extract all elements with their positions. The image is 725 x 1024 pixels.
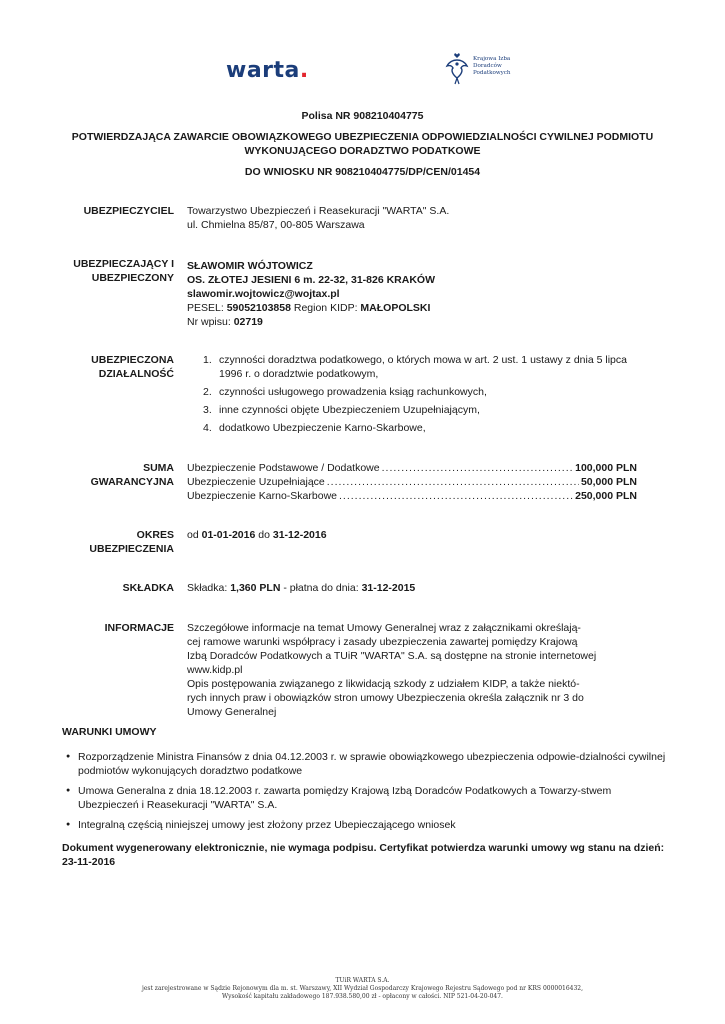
insured-details (187, 259, 637, 329)
period-value (187, 528, 637, 542)
insured-email: slawomir.wojtowicz@wojtax.pl (187, 288, 340, 300)
warta-logo (226, 58, 309, 83)
item-number: 4. (203, 422, 212, 434)
kidp-line: Podatkowych (473, 70, 511, 76)
period-label-line: UBEZPIECZENIA (89, 543, 174, 555)
entry-value: 02719 (233, 316, 263, 328)
insurer-details (187, 204, 637, 232)
item-text: czynności usługowego prowadzenia ksiąg rachunkowych, (219, 386, 487, 398)
premium-mid: - płatna do dnia: (283, 582, 359, 594)
sum-label-line: SUMA (143, 462, 174, 474)
list-item (189, 403, 637, 417)
list-item: ● Umowa Generalna z dnia 18.12.2003 r. zawarta pomiędzy Krajową Izbą Doradców Podatkowych a Towarzy-stwem Ubezpieczeń i Reasekuracji "WARTA" S.A. (66, 784, 666, 812)
period-label-line: OKRES (136, 529, 174, 541)
sum-label (70, 461, 174, 489)
info-line: Izbą Doradców Podatkowych a TUiR "WARTA" S.A. są dostępne na stronie internetowej (187, 650, 597, 662)
warta-logo-word: warta (226, 58, 300, 83)
kidp-line: Krajowa Izba (473, 56, 511, 62)
sum-row (187, 475, 637, 489)
insured-name: SŁAWOMIR WÓJTOWICZ (187, 260, 313, 272)
sum-row-value: 250,000 PLN (575, 490, 637, 502)
sum-table (187, 461, 637, 503)
info-text (187, 621, 647, 719)
item-number: 2. (203, 386, 212, 398)
activity-label-line: DZIAŁALNOŚĆ (98, 368, 174, 380)
sum-row-name: Ubezpieczenie Uzupełniające (187, 476, 325, 488)
period-from: 01-01-2016 (201, 529, 256, 541)
insured-entry-row (187, 315, 637, 329)
item-text: inne czynności objęte Ubezpieczeniem Uzupełniającym, (219, 404, 480, 416)
insured-pesel-row (187, 301, 637, 315)
premium-amount: 1,360 PLN (230, 582, 281, 594)
info-line: Opis postępowania związanego z likwidacją szkody z udziałem KIDP, a także niektó- (187, 678, 580, 690)
sum-row-name: Ubezpieczenie Karno-Skarbowe (187, 490, 337, 502)
kidp-logo (441, 52, 521, 86)
insurer-address: ul. Chmielna 85/87, 00-805 Warszawa (187, 219, 365, 231)
policy-number: Polisa NR 908210404775 (301, 110, 424, 122)
premium-due: 31-12-2015 (361, 582, 416, 594)
info-line: rych innych praw i obowiązków stron umowy Ubezpieczenia określa załącznik nr 3 do (187, 692, 584, 704)
insured-label (70, 257, 174, 285)
list-item (189, 353, 637, 381)
info-label: INFORMACJE (104, 622, 174, 634)
confirmation-line: POTWIERDZAJĄCA ZAWARCIE OBOWIĄZKOWEGO UBEZPIECZENIA ODPOWIEDZIALNOŚCI CYWILNEJ PODMIOTU (71, 131, 654, 143)
sum-row (187, 489, 637, 503)
sum-row (187, 461, 637, 475)
sum-label-line: GWARANCYJNA (90, 476, 174, 488)
period-from-word: od (187, 529, 199, 541)
region-label: Region KIDP: (293, 302, 358, 314)
info-line: Szczegółowe informacje na temat Umowy Generalnej wraz z załącznikami określają- (187, 622, 581, 634)
premium-label: SKŁADKA (122, 582, 174, 594)
activity-label (70, 353, 174, 381)
insured-label-line: UBEZPIECZONY (91, 272, 174, 284)
footer-line: TUiR WARTA S.A. (335, 977, 390, 984)
activity-list (189, 353, 637, 439)
item-text: czynności doradztwa podatkowego, o których mowa w art. 2 ust. 1 ustawy z dnia 5 lipca 1996 r. o doradztwie podatkowym, (219, 354, 627, 380)
item-number: 1. (203, 354, 212, 366)
footer-line: Wysokość kapitału zakładowego 187.938.580,00 zł - opłacony w całości. NIP 521-04-20-047. (222, 993, 503, 1000)
sum-row-name: Ubezpieczenie Podstawowe / Dodatkowe (187, 462, 380, 474)
period-to-word: do (258, 529, 270, 541)
conditions-list (66, 750, 666, 838)
premium-value (187, 581, 637, 595)
premium-prefix: Składka: (187, 582, 228, 594)
confirmation-line: WYKONUJĄCEGO DORADZTWO PODATKOWE (244, 145, 481, 157)
kidp-logo-text (473, 56, 511, 77)
kidp-line: Doradców (473, 63, 502, 69)
insurer-label: UBEZPIECZYCIEL (83, 205, 174, 217)
final-note: Dokument wygenerowany elektronicznie, nie wymaga podpisu. Certyfikat potwierdza warunki umowy wg stanu na dzień: 23-11-2016 (62, 842, 665, 868)
activity-label-line: UBEZPIECZONA (91, 354, 174, 366)
item-text: dodatkowo Ubezpieczenie Karno-Skarbowe, (219, 422, 426, 434)
list-item (189, 385, 637, 399)
region-value: MAŁOPOLSKI (360, 302, 431, 314)
info-line: Umowy Generalnej (187, 706, 277, 718)
warta-logo-dot: . (299, 58, 309, 83)
entry-label: Nr wpisu: (187, 316, 231, 328)
period-label (70, 528, 174, 556)
pesel-value: 59052103858 (226, 302, 291, 314)
insured-address: OS. ZŁOTEJ JESIENI 6 m. 22-32, 31-826 KRAKÓW (187, 274, 435, 286)
info-line: cej ramowe warunki współpracy i zasady ubezpieczenia zawartej pomiędzy Krajową (187, 636, 578, 648)
item-number: 3. (203, 404, 212, 416)
period-to: 31-12-2016 (272, 529, 327, 541)
list-item: ● Rozporządzenie Ministra Finansów z dnia 04.12.2003 r. w sprawie obowiązkowego ubezpieczenia odpowie-dzialności cywilnej podmiotów wykonujących doradztwo podatkowe (66, 750, 666, 778)
info-line: www.kidp.pl (187, 664, 243, 676)
list-item (189, 421, 637, 435)
footer-line: jest zarejestrowane w Sądzie Rejonowym dla m. st. Warszawy, XII Wydział Gospodarczy Krajowego Rejestru Sądowego pod nr KRS 0000016432, (141, 985, 584, 992)
application-number: DO WNIOSKU NR 908210404775/DP/CEN/01454 (244, 166, 481, 178)
conditions-title: WARUNKI UMOWY (62, 726, 157, 738)
list-item: ● Integralną częścią niniejszej umowy jest złożony przez Ubepieczającego wniosek (66, 818, 666, 832)
eagle-icon (441, 52, 473, 86)
insured-label-line: UBEZPIECZAJĄCY I (73, 258, 174, 270)
insurer-name: Towarzystwo Ubezpieczeń i Reasekuracji "WARTA" S.A. (187, 205, 450, 217)
confirmation-title (60, 130, 665, 158)
sum-row-value: 50,000 PLN (580, 476, 637, 488)
sum-row-value: 100,000 PLN (575, 462, 637, 474)
footer (60, 977, 665, 1001)
pesel-label: PESEL: (187, 302, 224, 314)
